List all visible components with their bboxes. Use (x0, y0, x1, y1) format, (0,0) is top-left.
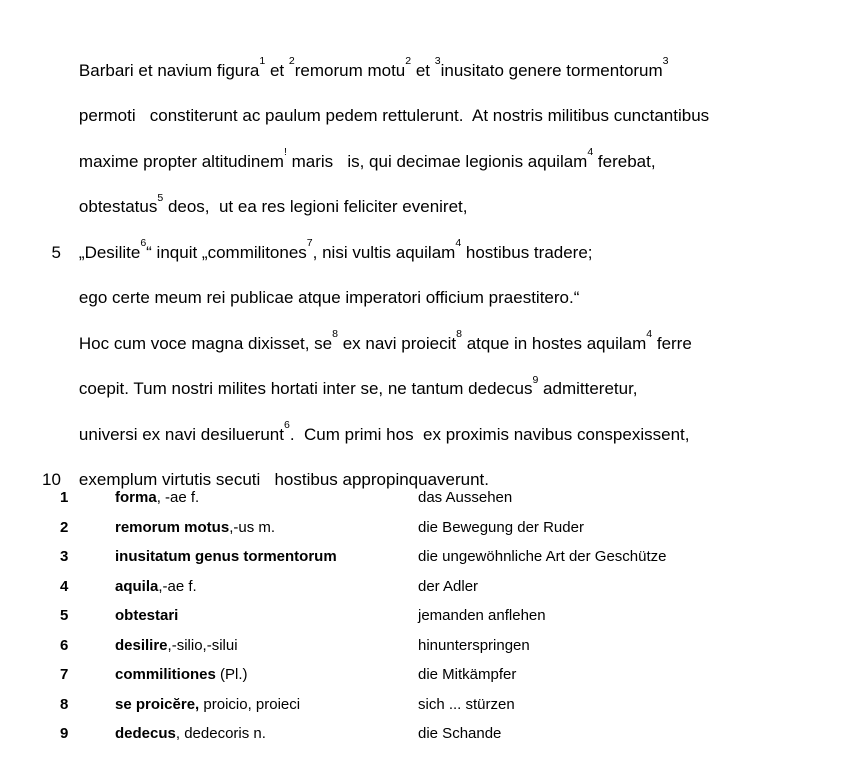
vocab-row (0, 572, 667, 602)
vocab-row (0, 660, 667, 690)
vocab-translation: das Aussehen (418, 489, 513, 506)
footnote-marker: 4 (646, 328, 653, 341)
vocab-term (115, 601, 418, 631)
footnote-marker: 8 (332, 328, 338, 341)
vocab-row (0, 601, 667, 631)
line-text: Hoc cum voce magna dixisset, se$^8$ ex navi proiecit$^8$ atque in hostes aquilam$^4$ ferre (78, 328, 692, 353)
vocab-number: 5 (60, 607, 69, 624)
footnote-marker: 3 (662, 55, 669, 68)
line-text: „Desilite$^6$“ inquit „commilitones$^7$, nisi vultis aquilam$^4$ hostibus tradere; (78, 237, 593, 262)
vocab-term: commilitiones (Pl.) (115, 666, 248, 683)
footnote-marker: 6 (283, 419, 290, 432)
vocab-term-bold: obtestari (115, 607, 179, 624)
vocab-row (0, 542, 667, 572)
line-text: permoti constiterunt ac paulum pedem rettulerunt. At nostris militibus cunctantibus (78, 106, 710, 125)
vocab-term: dedecus, dedecoris n. (115, 725, 266, 742)
line-text: Barbari et navium figura$^1$ et $^2$remorum motu$^2$ et $^3$inusitato genere tormentorum$^3$ (78, 55, 669, 80)
vocab-number: 3 (60, 548, 69, 565)
vocab-term-bold: desilire (115, 636, 168, 654)
line-text: coepit. Tum nostri milites hortati inter se, ne tantum dedecus$^9$ admitteretur, (78, 373, 638, 398)
vocab-row (0, 719, 667, 749)
line-text: universi ex navi desiluerunt$^6$. Cum primi hos ex proximis navibus conspexissent, (78, 419, 690, 444)
footnote-marker: 3 (434, 55, 441, 68)
line-text: obtestatus$^5$ deos, ut ea res legioni feliciter eveniret, (78, 191, 468, 216)
footnote-marker: 7 (306, 237, 313, 250)
footnote-marker: 1 (259, 55, 266, 68)
vocab-translation: sich ... stürzen (418, 695, 515, 713)
footnote-marker: ! (283, 146, 287, 159)
line-number: 5 (51, 242, 61, 262)
vocab-term-bold: forma (115, 489, 157, 506)
vocab-row (0, 690, 667, 720)
vocab-translation: die Bewegung der Ruder (418, 518, 584, 536)
vocab-term: aquila,-ae f. (115, 577, 197, 595)
vocab-number: 7 (60, 666, 69, 683)
line-text: exemplum virtutis secuti hostibus appropinquaverunt. (78, 470, 490, 489)
footnote-marker: 4 (455, 237, 462, 250)
vocab-number: 6 (60, 636, 69, 654)
line-number: 10 (41, 470, 61, 489)
vocab-term-bold: inusitatum genus tormentorum (115, 548, 337, 565)
vocab-translation: hinunterspringen (418, 636, 530, 654)
vocab-term-bold: se proicĕre, (115, 695, 200, 713)
vocab-translation: die ungewöhnliche Art der Geschütze (418, 548, 667, 565)
vocab-translation: jemanden anflehen (418, 607, 546, 624)
line-text: maxime propter altitudinem! maris is, qui decimae legionis aquilam$^4$ ferebat, (78, 146, 656, 171)
footnote-marker: 2 (405, 55, 412, 68)
footnote-marker: 2 (288, 55, 295, 68)
vocab-translation: die Mitkämpfer (418, 666, 517, 683)
latin-text-block (0, 2, 710, 489)
vocab-term-bold: commilitiones (115, 666, 216, 683)
vocab-term-bold: dedecus (115, 725, 176, 742)
vocab-number: 8 (60, 695, 69, 713)
footnote-marker: 4 (587, 146, 594, 159)
vocabulary-list (0, 483, 667, 749)
footnote-marker: 6 (140, 237, 147, 250)
vocab-translation: der Adler (418, 577, 479, 595)
vocab-row (0, 513, 667, 543)
vocab-term (115, 542, 418, 572)
vocab-term: remorum motus,-us m. (115, 518, 276, 536)
vocab-term-bold: remorum motus (115, 518, 230, 536)
vocab-number: 2 (60, 518, 69, 536)
vocab-row (0, 483, 667, 513)
footnote-marker: 5 (157, 191, 164, 204)
line-text: ego certe meum rei publicae atque imperatori officium praestitero.“ (78, 288, 580, 307)
vocab-term: desilire,-silio,-silui (115, 636, 238, 654)
vocab-row (0, 631, 667, 661)
vocab-number: 1 (60, 489, 69, 506)
vocab-term: forma, -ae f. (115, 489, 200, 506)
vocab-term-bold: aquila (115, 577, 159, 595)
vocab-number: 9 (60, 725, 69, 742)
footnote-marker: 9 (532, 373, 539, 386)
text-line (0, 2, 709, 80)
footnote-marker: 8 (456, 328, 462, 341)
vocab-number: 4 (60, 577, 69, 595)
vocab-term: se proicĕre, proicio, proieci (115, 695, 301, 713)
vocab-translation: die Schande (418, 725, 502, 742)
